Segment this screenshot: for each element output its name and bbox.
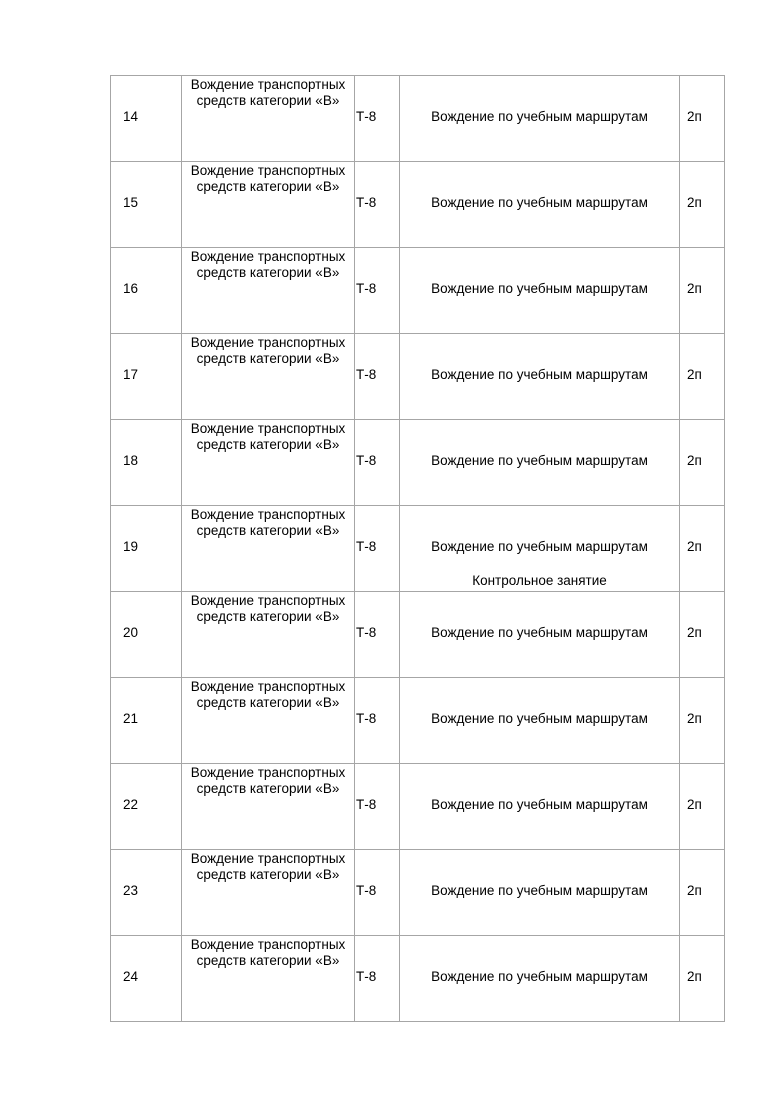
- table-row: [111, 334, 725, 420]
- topic-cell: [400, 764, 680, 850]
- hours-value: 2п: [687, 797, 702, 812]
- lesson-number-cell: [111, 678, 182, 764]
- topic-title: Вождение по учебным маршрутам: [431, 883, 648, 898]
- topic-title: Вождение по учебным маршрутам: [431, 281, 648, 296]
- topic-code: Т-8: [356, 969, 377, 984]
- topic-title: Вождение по учебным маршрутам: [431, 195, 648, 210]
- subject-cell: [182, 420, 355, 506]
- lesson-number-cell: [111, 420, 182, 506]
- topic-title: Вождение по учебным маршрутам: [431, 539, 648, 554]
- topic-title: Вождение по учебным маршрутам: [431, 797, 648, 812]
- subject-cell: [182, 162, 355, 248]
- topic-code-cell: [355, 850, 400, 936]
- subject-line-2: средств категории «В»: [196, 179, 340, 194]
- topic-code: Т-8: [356, 539, 377, 554]
- subject-cell: [182, 76, 355, 162]
- topic-cell: [400, 678, 680, 764]
- lesson-number: 19: [123, 539, 139, 554]
- subject-line-1: Вождение транспортных: [190, 163, 346, 178]
- topic-code: Т-8: [356, 109, 377, 124]
- topic-cell: [400, 506, 680, 592]
- topic-code-cell: [355, 592, 400, 678]
- topic-code: Т-8: [356, 367, 377, 382]
- subject-cell: [182, 936, 355, 1022]
- lesson-number: 14: [123, 109, 139, 124]
- hours-cell: [680, 248, 725, 334]
- topic-cell: [400, 850, 680, 936]
- topic-code-cell: [355, 334, 400, 420]
- table-row: [111, 850, 725, 936]
- subject-line-1: Вождение транспортных: [190, 765, 346, 780]
- subject-cell: [182, 506, 355, 592]
- subject-cell: [182, 592, 355, 678]
- hours-value: 2п: [687, 883, 702, 898]
- subject-line-2: средств категории «В»: [196, 523, 340, 538]
- lesson-number-cell: [111, 334, 182, 420]
- table-row: [111, 678, 725, 764]
- topic-code-cell: [355, 248, 400, 334]
- subject-line-1: Вождение транспортных: [190, 937, 346, 952]
- lesson-number: 21: [123, 711, 139, 726]
- topic-title: Вождение по учебным маршрутам: [431, 453, 648, 468]
- hours-cell: [680, 764, 725, 850]
- subject-cell: [182, 678, 355, 764]
- hours-cell: [680, 334, 725, 420]
- hours-cell: [680, 420, 725, 506]
- lesson-number: 15: [123, 195, 139, 210]
- subject-line-1: Вождение транспортных: [190, 851, 346, 866]
- subject-line-2: средств категории «В»: [196, 437, 340, 452]
- table-row: [111, 592, 725, 678]
- hours-value: 2п: [687, 969, 702, 984]
- hours-value: 2п: [687, 539, 702, 554]
- table-row: [111, 76, 725, 162]
- topic-code: Т-8: [356, 195, 377, 210]
- topic-code-cell: [355, 506, 400, 592]
- hours-value: 2п: [687, 625, 702, 640]
- table-row: [111, 248, 725, 334]
- lesson-number-cell: [111, 850, 182, 936]
- lesson-number: 23: [123, 883, 139, 898]
- topic-note: Контрольное занятие: [472, 573, 607, 588]
- topic-code: Т-8: [356, 711, 377, 726]
- hours-cell: [680, 678, 725, 764]
- subject-line-2: средств категории «В»: [196, 953, 340, 968]
- topic-code-cell: [355, 936, 400, 1022]
- topic-code: Т-8: [356, 797, 377, 812]
- topic-cell: [400, 592, 680, 678]
- hours-cell: [680, 162, 725, 248]
- subject-line-2: средств категории «В»: [196, 93, 340, 108]
- topic-code-cell: [355, 420, 400, 506]
- lesson-number-cell: [111, 506, 182, 592]
- subject-line-2: средств категории «В»: [196, 609, 340, 624]
- lesson-number-cell: [111, 936, 182, 1022]
- lesson-number: 24: [123, 969, 139, 984]
- topic-title: Вождение по учебным маршрутам: [431, 367, 648, 382]
- topic-code-cell: [355, 764, 400, 850]
- subject-line-1: Вождение транспортных: [190, 679, 346, 694]
- topic-code: Т-8: [356, 453, 377, 468]
- topic-code: Т-8: [356, 281, 377, 296]
- topic-code-cell: [355, 678, 400, 764]
- lesson-number-cell: [111, 592, 182, 678]
- lesson-number: 22: [123, 797, 139, 812]
- subject-line-1: Вождение транспортных: [190, 77, 346, 92]
- lesson-number-cell: [111, 76, 182, 162]
- table-row: [111, 162, 725, 248]
- table-row: [111, 506, 725, 592]
- subject-line-1: Вождение транспортных: [190, 507, 346, 522]
- hours-cell: [680, 592, 725, 678]
- hours-value: 2п: [687, 195, 702, 210]
- lesson-number: 18: [123, 453, 139, 468]
- subject-line-2: средств категории «В»: [196, 351, 340, 366]
- table-row: [111, 936, 725, 1022]
- hours-value: 2п: [687, 711, 702, 726]
- hours-value: 2п: [687, 281, 702, 296]
- topic-cell: [400, 76, 680, 162]
- subject-line-1: Вождение транспортных: [190, 421, 346, 436]
- hours-cell: [680, 76, 725, 162]
- lesson-number: 17: [123, 367, 139, 382]
- lesson-number: 16: [123, 281, 139, 296]
- subject-line-1: Вождение транспортных: [190, 249, 346, 264]
- subject-line-2: средств категории «В»: [196, 695, 340, 710]
- topic-code-cell: [355, 76, 400, 162]
- subject-cell: [182, 334, 355, 420]
- topic-title: Вождение по учебным маршрутам: [431, 109, 648, 124]
- lesson-number-cell: [111, 162, 182, 248]
- topic-cell: [400, 248, 680, 334]
- table-row: [111, 764, 725, 850]
- topic-title: Вождение по учебным маршрутам: [431, 711, 648, 726]
- topic-cell: [400, 420, 680, 506]
- schedule-table-body: [111, 76, 725, 1022]
- subject-line-1: Вождение транспортных: [190, 335, 346, 350]
- lesson-number: 20: [123, 625, 139, 640]
- hours-cell: [680, 850, 725, 936]
- lesson-number-cell: [111, 764, 182, 850]
- subject-cell: [182, 248, 355, 334]
- topic-title: Вождение по учебным маршрутам: [431, 625, 648, 640]
- table-row: [111, 420, 725, 506]
- topic-code: Т-8: [356, 625, 377, 640]
- topic-cell: [400, 162, 680, 248]
- hours-cell: [680, 936, 725, 1022]
- subject-cell: [182, 764, 355, 850]
- topic-title: Вождение по учебным маршрутам: [431, 969, 648, 984]
- topic-code: Т-8: [356, 883, 377, 898]
- hours-value: 2п: [687, 453, 702, 468]
- hours-value: 2п: [687, 367, 702, 382]
- subject-line-2: средств категории «В»: [196, 867, 340, 882]
- hours-value: 2п: [687, 109, 702, 124]
- subject-line-2: средств категории «В»: [196, 265, 340, 280]
- topic-cell: [400, 936, 680, 1022]
- lesson-number-cell: [111, 248, 182, 334]
- subject-cell: [182, 850, 355, 936]
- topic-code-cell: [355, 162, 400, 248]
- hours-cell: [680, 506, 725, 592]
- schedule-table: [110, 75, 725, 1022]
- subject-line-1: Вождение транспортных: [190, 593, 346, 608]
- topic-cell: [400, 334, 680, 420]
- subject-line-2: средств категории «В»: [196, 781, 340, 796]
